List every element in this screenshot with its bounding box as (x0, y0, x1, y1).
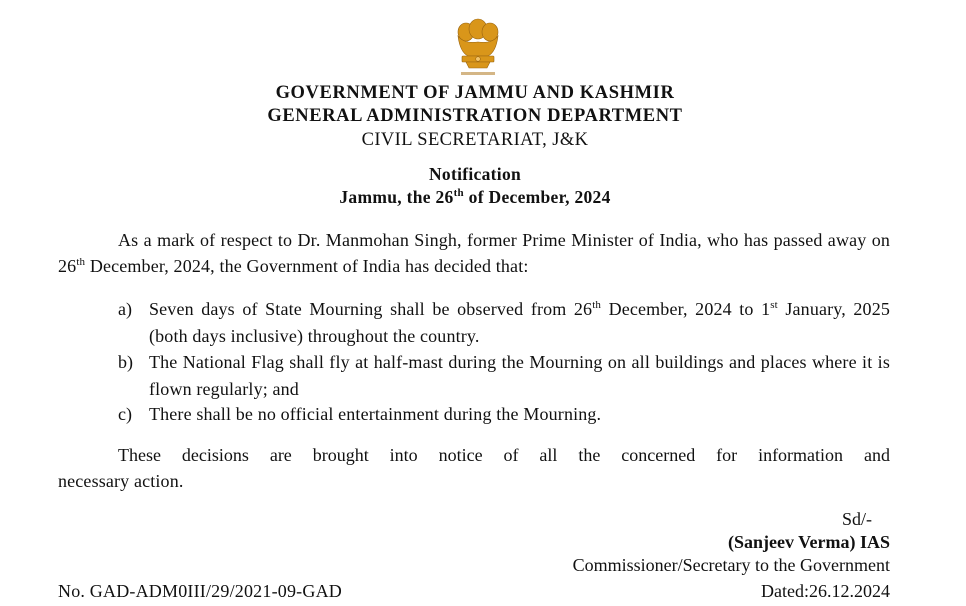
signature-sd: Sd/- (841, 509, 872, 529)
date-prefix: Jammu, the 26 (339, 187, 454, 207)
closing-word: and (863, 445, 890, 465)
intro-part2: December, 2024, the Government of India has decided that: (85, 256, 529, 276)
closing-word: for (716, 445, 738, 465)
signatory-designation: Commissioner/Secretary to the Government (572, 555, 890, 575)
closing-line-2: necessary action. (58, 471, 184, 491)
closing-word: brought (312, 445, 369, 465)
item-a-part2: December, 2024 to 1 (601, 299, 771, 319)
dated: Dated:26.12.2024 (761, 581, 890, 601)
closing-word: of (503, 445, 519, 465)
intro-part1: As a mark of respect to Dr. Manmohan Singh, former Prime Minister of India, who has passed away on 26 (58, 230, 890, 276)
item-a-part1: Seven days of State Mourning shall be observed from 26 (149, 299, 593, 319)
header-government: GOVERNMENT OF JAMMU AND KASHMIR (275, 83, 675, 103)
list-marker: c) (118, 404, 132, 424)
closing-word: decisions (181, 445, 249, 465)
intro-sup: th (76, 256, 86, 268)
closing-word: These (118, 445, 161, 465)
date-suffix: of December, 2024 (463, 187, 611, 207)
reference-number: No. GAD-ADM0III/29/2021-09-GAD (58, 581, 342, 601)
list-item-b (118, 349, 890, 403)
header-department: GENERAL ADMINISTRATION DEPARTMENT (267, 106, 683, 126)
signatory-name: (Sanjeev Verma) IAS (728, 532, 890, 552)
closing-word: into (389, 445, 418, 465)
item-a-sup2: st (770, 299, 778, 311)
list-item-text: There shall be no official entertainment during the Mourning. (149, 404, 602, 424)
item-a-sup1: th (592, 299, 602, 311)
notification-title: Notification (428, 164, 522, 184)
list-marker: b) (118, 352, 133, 372)
notification-date (0, 187, 950, 208)
national-emblem (448, 18, 508, 80)
list-item-a (118, 296, 890, 350)
closing-word: the (578, 445, 601, 465)
intro-paragraph (58, 227, 890, 279)
closing-word: notice (438, 445, 483, 465)
list-marker: a) (118, 299, 132, 319)
closing-word: are (269, 445, 292, 465)
header-secretariat: CIVIL SECRETARIAT, J&K (361, 130, 589, 150)
closing-word: information (758, 445, 844, 465)
item-a-part3: January, 2025 (both days inclusive) throughout the country. (149, 299, 890, 346)
date-sup: th (453, 187, 464, 200)
national-emblem-icon (448, 18, 508, 80)
closing-word: all (539, 445, 558, 465)
list-item-text: The National Flag shall fly at half-mast during the Mourning on all buildings and places where it is flown regularly; and (149, 352, 890, 399)
closing-word: concerned (621, 445, 696, 465)
closing-line-1 (118, 442, 890, 468)
list-item-c (118, 401, 890, 428)
list-item-text (149, 296, 890, 350)
